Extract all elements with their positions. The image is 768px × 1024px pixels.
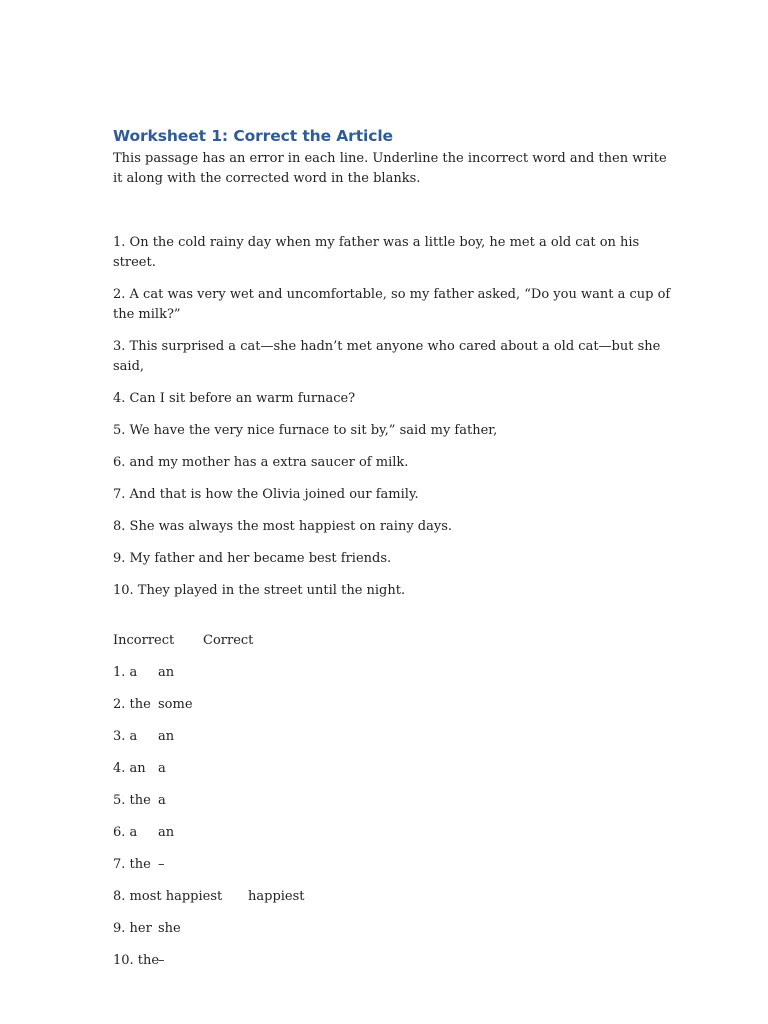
passage-line: 6. and my mother has a extra saucer of milk. (113, 455, 409, 470)
correct-word: – (158, 953, 165, 968)
incorrect-word: 6. a (113, 825, 138, 840)
correct-word: an (158, 825, 175, 840)
correct-word: an (158, 729, 175, 744)
incorrect-word: 7. the (113, 857, 151, 872)
correct-word: a (158, 793, 166, 808)
incorrect-word: 2. the (113, 697, 151, 712)
answer-row (113, 695, 673, 715)
answer-row (113, 823, 673, 843)
incorrect-word: 8. most happiest (113, 889, 223, 904)
passage-line: 2. A cat was very wet and uncomfortable, so my father asked, “Do you want a cup of the milk?” (113, 287, 671, 322)
incorrect-word: 4. an (113, 761, 146, 776)
correct-column-header: Correct (203, 633, 254, 648)
incorrect-word: 1. a (113, 665, 138, 680)
passage-line: 5. We have the very nice furnace to sit by,” said my father, (113, 423, 498, 438)
passage-line: 7. And that is how the Olivia joined our family. (113, 487, 419, 502)
correct-word: happiest (248, 889, 305, 904)
passage-line: 3. This surprised a cat—she hadn’t met anyone who cared about a old cat—but she said, (113, 339, 661, 374)
worksheet-page (113, 125, 673, 983)
answer-row (113, 791, 673, 811)
correct-word: some (158, 697, 193, 712)
instructions-paragraph: This passage has an error in each line. Underline the incorrect word and then write it along with the corrected word in the blanks. (113, 151, 667, 186)
incorrect-word: 9. her (113, 921, 152, 936)
answer-row (113, 759, 673, 779)
answer-header-row (113, 631, 673, 651)
correct-word: a (158, 761, 166, 776)
answer-row (113, 855, 673, 875)
incorrect-column-header: Incorrect (113, 633, 175, 648)
answer-row (113, 727, 673, 747)
incorrect-word: 3. a (113, 729, 138, 744)
correct-word: – (158, 857, 165, 872)
worksheet-title: Worksheet 1: Correct the Article (113, 127, 393, 145)
answer-row (113, 951, 673, 971)
correct-word: she (158, 921, 181, 936)
incorrect-word: 10. the (113, 953, 160, 968)
passage-line: 4. Can I sit before an warm furnace? (113, 391, 356, 406)
passage-line: 10. They played in the street until the night. (113, 583, 406, 598)
passage-line: 8. She was always the most happiest on rainy days. (113, 519, 453, 534)
passage-line: 1. On the cold rainy day when my father was a little boy, he met a old cat on his street. (113, 235, 640, 270)
passage-lines (113, 233, 673, 601)
correct-word: an (158, 665, 175, 680)
answer-key (113, 631, 673, 971)
answer-row (113, 663, 673, 683)
answer-row (113, 919, 673, 939)
passage-line: 9. My father and her became best friends. (113, 551, 392, 566)
incorrect-word: 5. the (113, 793, 151, 808)
answer-row (113, 887, 673, 907)
